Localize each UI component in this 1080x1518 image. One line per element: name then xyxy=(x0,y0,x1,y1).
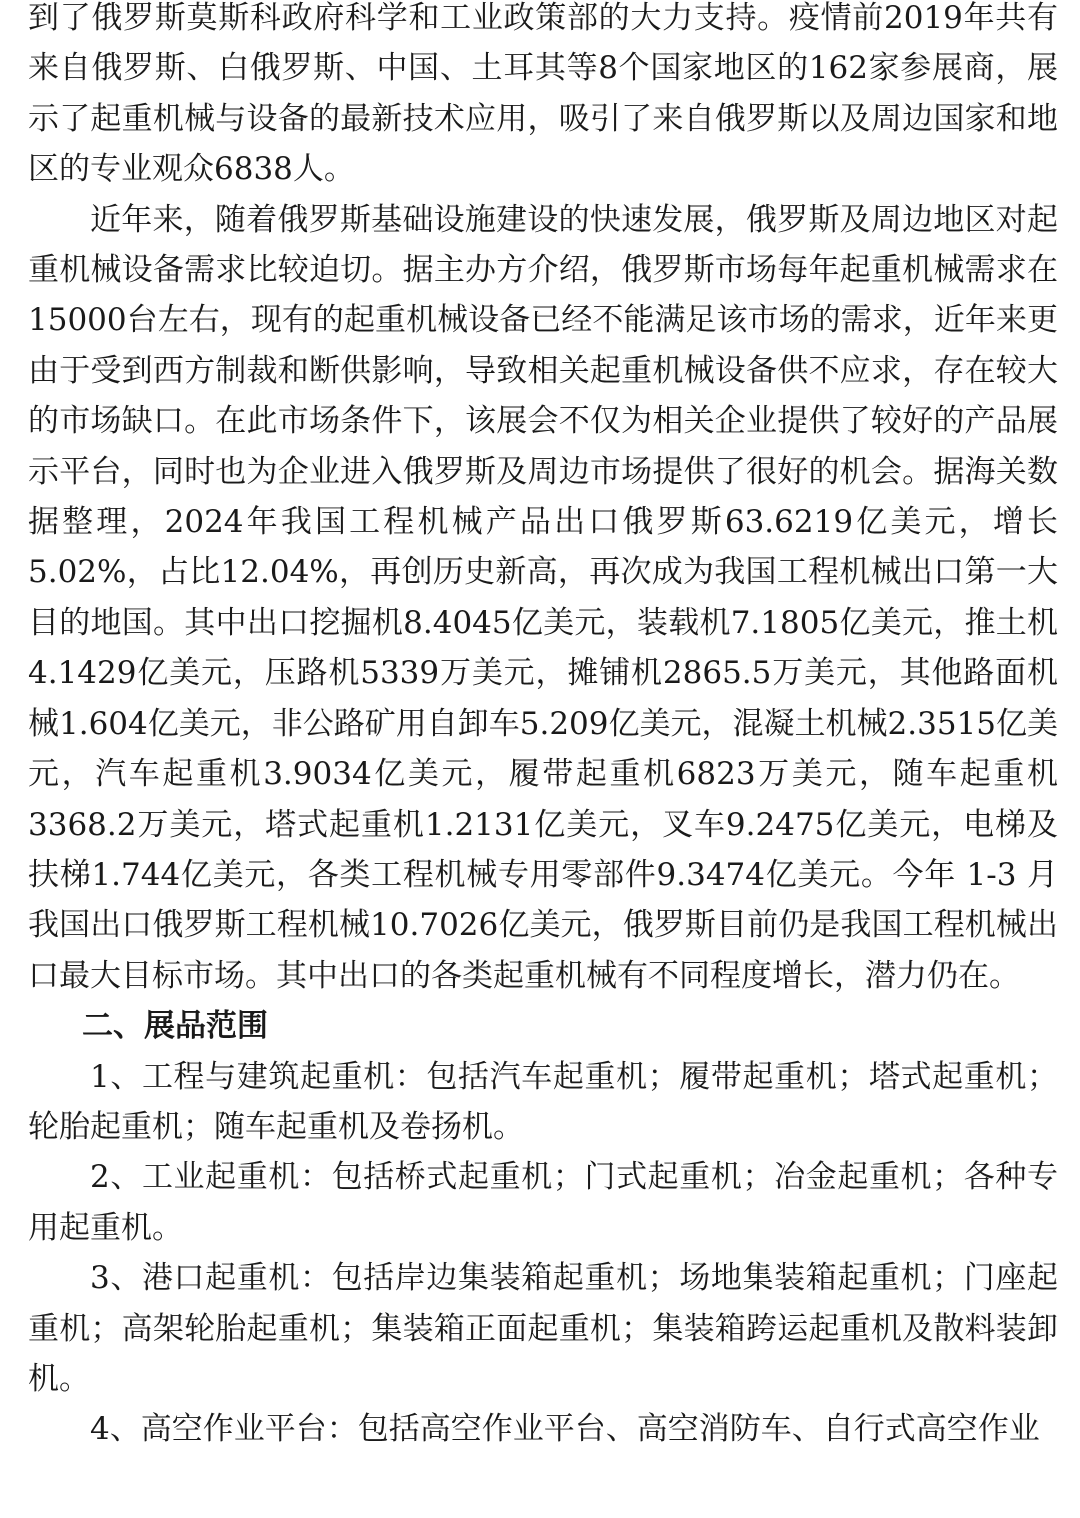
paragraph-continued: 到了俄罗斯莫斯科政府科学和工业政策部的大力支持。疫情前2019年共有来自俄罗斯、白俄罗斯、中国、土耳其等8个国家地区的162家参展商，展示了起重机械与设备的最新技术应用，吸引了来自俄罗斯以及周边国家和地区的专业观众6838人。 xyxy=(28,0,1058,188)
list-item: 3、港口起重机：包括岸边集装箱起重机；场地集装箱起重机；门座起重机；高架轮胎起重机；集装箱正面起重机；集装箱跨运起重机及散料装卸机。 xyxy=(28,1260,1058,1397)
section-heading: 二、展品范围 xyxy=(82,1008,268,1045)
list-item: 1、工程与建筑起重机：包括汽车起重机；履带起重机；塔式起重机；轮胎起重机；随车起重机及卷扬机。 xyxy=(28,1058,1058,1145)
list-item: 4、高空作业平台：包括高空作业平台、高空消防车、自行式高空作业 xyxy=(90,1411,1040,1448)
paragraph-market-demand: 近年来，随着俄罗斯基础设施建设的快速发展，俄罗斯及周边地区对起重机械设备需求比较迫切。据主办方介绍，俄罗斯市场每年起重机械需求在15000台左右，现有的起重机械设备已经不能满足该市场的需求，近年来更由于受到西方制裁和断供影响，导致相关起重机械设备供不应求，存在较大的市场缺口。在此市场条件下，该展会不仅为相关企业提供了较好的产品展示平台，同时也为企业进入俄罗斯及周边市场提供了很好的机会。据海关数据整理，2024年我国工程机械产品出口俄罗斯63.6219亿美元，增长5.02%，占比12.04%，再创历史新高，再次成为我国工程机械出口第一大目的地国。其中出口挖掘机8.4045亿美元，装载机7.1805亿美元，推土机4.1429亿美元，压路机5339万美元，摊铺机2865.5万美元，其他路面机械1.604亿美元，非公路矿用自卸车5.209亿美元，混凝土机械2.3515亿美元，汽车起重机3.9034亿美元，履带起重机6823万美元，随车起重机3368.2万美元，塔式起重机1.2131亿美元，叉车9.2475亿美元，电梯及扶梯1.744亿美元，各类工程机械专用零部件9.3474亿美元。今年 1-3 月我国出口俄罗斯工程机械10.7026亿美元，俄罗斯目前仍是我国工程机械出口最大目标市场。其中出口的各类起重机械有不同程度增长，潜力仍在。 xyxy=(28,201,1058,994)
list-item: 2、工业起重机：包括桥式起重机；门式起重机；冶金起重机；各种专用起重机。 xyxy=(28,1159,1058,1246)
